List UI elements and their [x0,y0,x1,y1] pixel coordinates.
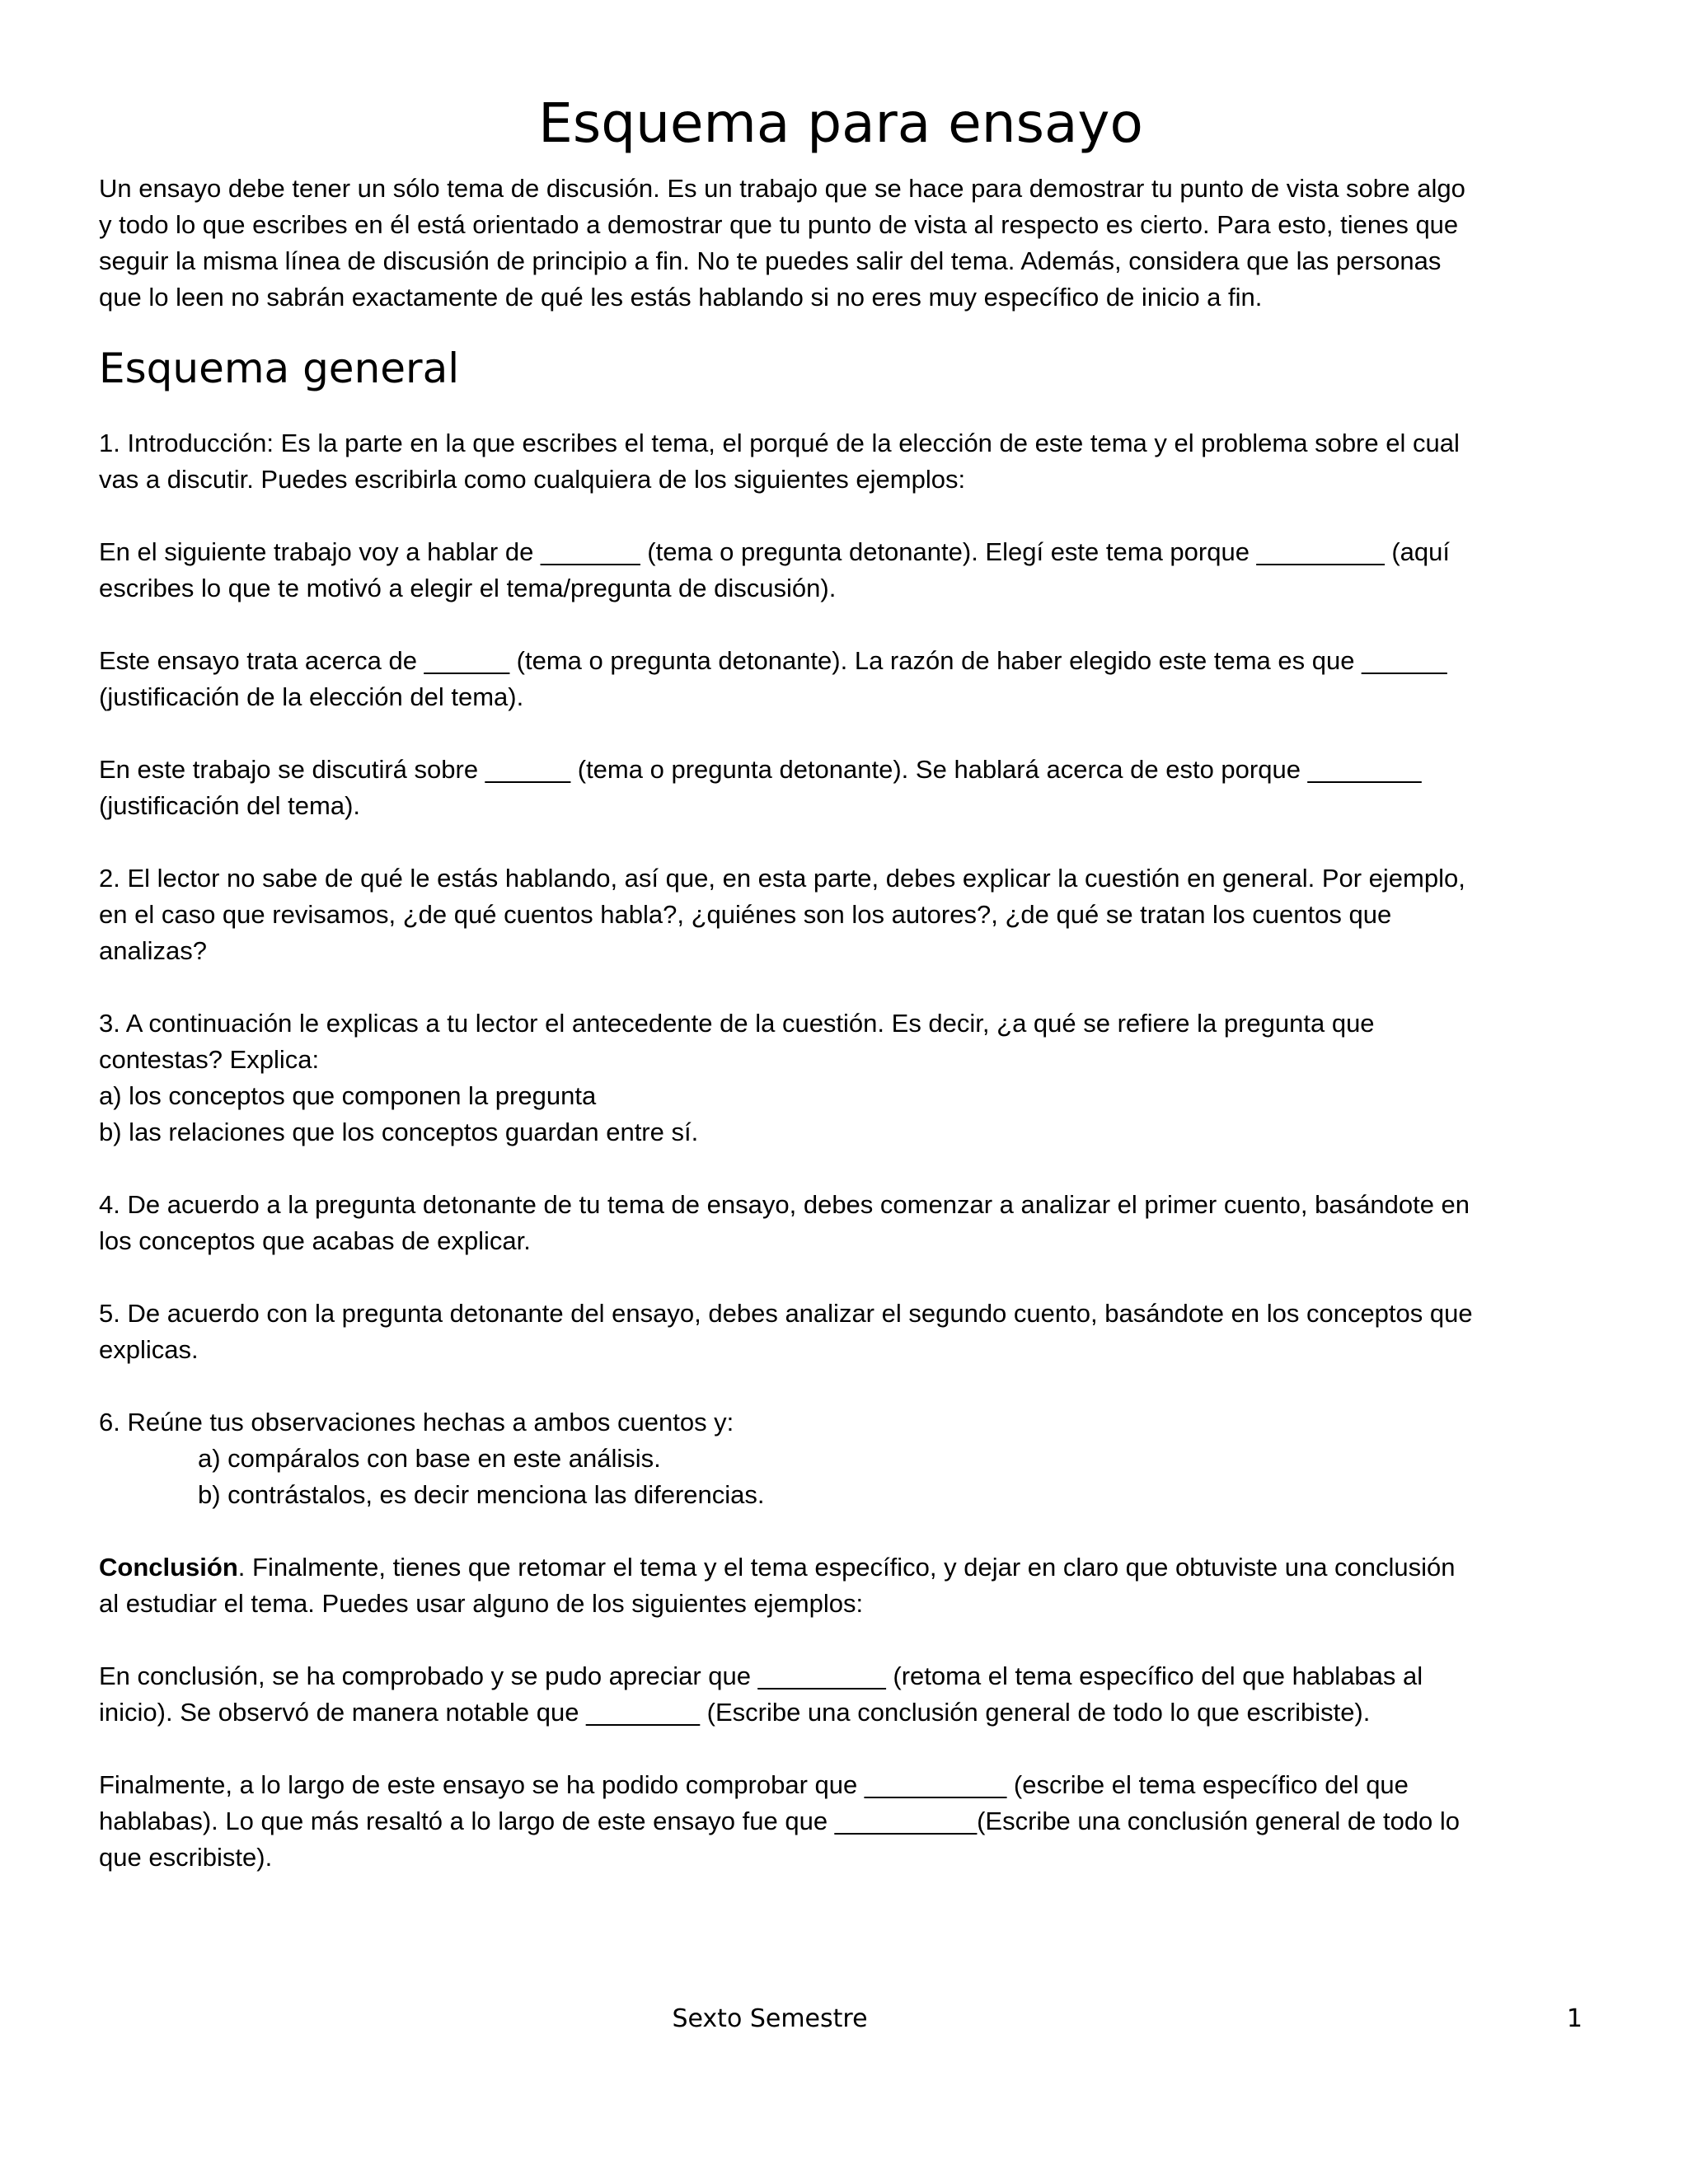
footer-label: Sexto Semestre [672,2004,868,2033]
item-3-paragraph [99,1005,1582,1151]
paragraph-line: al estudiar el tema. Puedes usar alguno de los siguientes ejemplos: [99,1589,864,1619]
item-2-paragraph [99,860,1582,969]
intro-example-2 [99,643,1582,715]
page-number: 1 [1566,2004,1582,2033]
conclusion-example-1 [99,1658,1582,1731]
paragraph-line: inicio). Se observó de manera notable que ________ (Escribe una conclusión general de todo lo que escribiste). [99,1698,1371,1727]
paragraph-line: 2. El lector no sabe de qué le estás hablando, así que, en esta parte, debes explicar la cuestión en general. Por ejemplo, [99,864,1465,893]
intro-example-1 [99,534,1582,607]
paragraph-line: (justificación del tema). [99,791,361,821]
paragraph-line: hablabas). Lo que más resaltó a lo largo de este ensayo fue que __________(Escribe una conclusión general de todo lo [99,1807,1461,1836]
sub-item-a: a) compáralos con base en este análisis. [198,1444,661,1474]
item-5-paragraph [99,1296,1582,1368]
paragraph-line: b) las relaciones que los conceptos guardan entre sí. [99,1118,699,1147]
paragraph-line: vas a discutir. Puedes escribirla como cualquiera de los siguientes ejemplos: [99,465,966,494]
intro-line: Un ensayo debe tener un sólo tema de discusión. Es un trabajo que se hace para demostrar tu punto de vista sobre algo [99,174,1465,204]
paragraph-line: que escribiste). [99,1843,273,1872]
conclusion-text: . Finalmente, tienes que retomar el tema y el tema específico, y dejar en claro que obtuviste una conclusión [237,1553,1456,1582]
conclusion-line [99,1549,1582,1586]
intro-example-3 [99,752,1582,824]
paragraph-line: analizas? [99,936,207,966]
page-footer [0,2004,1688,2037]
item-6-paragraph [99,1404,1582,1513]
document-title: Esquema para ensayo [538,91,1143,155]
conclusion-label: Conclusión [99,1553,238,1582]
intro-line: que lo leen no sabrán exactamente de qué les estás hablando si no eres muy específico de inicio a fin. [99,283,1263,312]
conclusion-example-2 [99,1767,1582,1876]
paragraph-line: Finalmente, a lo largo de este ensayo se ha podido comprobar que __________ (escribe el tema específico del que [99,1770,1409,1800]
paragraph-line: Este ensayo trata acerca de ______ (tema o pregunta detonante). La razón de haber elegido este tema es que ______ [99,646,1447,676]
sub-item-b: b) contrástalos, es decir menciona las diferencias. [198,1480,765,1510]
paragraph-line: en el caso que revisamos, ¿de qué cuentos habla?, ¿quiénes son los autores?, ¿de qué se tratan los cuentos que [99,900,1392,930]
paragraph-line: explicas. [99,1335,199,1365]
intro-line: y todo lo que escribes en él está orientado a demostrar que tu punto de vista al respecto es cierto. Para esto, tienes que [99,210,1459,240]
paragraph-line: En este trabajo se discutirá sobre ______ (tema o pregunta detonante). Se hablará acerca de esto porque ________ [99,755,1422,785]
paragraph-line: (justificación de la elección del tema). [99,682,524,712]
intro-line: seguir la misma línea de discusión de principio a fin. No te puedes salir del tema. Además, considera que las personas [99,246,1442,276]
paragraph-line: escribes lo que te motivó a elegir el tema/pregunta de discusión). [99,574,837,603]
paragraph-line: En el siguiente trabajo voy a hablar de _______ (tema o pregunta detonante). Elegí este tema porque _________ (aquí [99,537,1451,567]
conclusion-paragraph [99,1549,1582,1622]
paragraph-line: los conceptos que acabas de explicar. [99,1226,531,1256]
item-1-paragraph [99,425,1582,498]
paragraph-line: contestas? Explica: [99,1045,320,1075]
paragraph-line: a) los conceptos que componen la pregunta [99,1081,597,1111]
paragraph-line: 6. Reúne tus observaciones hechas a ambos cuentos y: [99,1408,734,1437]
paragraph-line: 5. De acuerdo con la pregunta detonante del ensayo, debes analizar el segundo cuento, basándote en los conceptos que [99,1299,1473,1329]
intro-paragraph [99,171,1582,316]
document-page [99,91,1582,1912]
paragraph-line: 1. Introducción: Es la parte en la que escribes el tema, el porqué de la elección de este tema y el problema sobre el cual [99,429,1460,458]
section-heading: Esquema general [99,344,460,393]
paragraph-line: 4. De acuerdo a la pregunta detonante de tu tema de ensayo, debes comenzar a analizar el primer cuento, basándote en [99,1190,1470,1220]
paragraph-line: 3. A continuación le explicas a tu lector el antecedente de la cuestión. Es decir, ¿a qué se refiere la pregunta que [99,1009,1375,1038]
item-4-paragraph [99,1187,1582,1259]
paragraph-line: En conclusión, se ha comprobado y se pudo apreciar que _________ (retoma el tema específico del que hablabas al [99,1661,1423,1691]
